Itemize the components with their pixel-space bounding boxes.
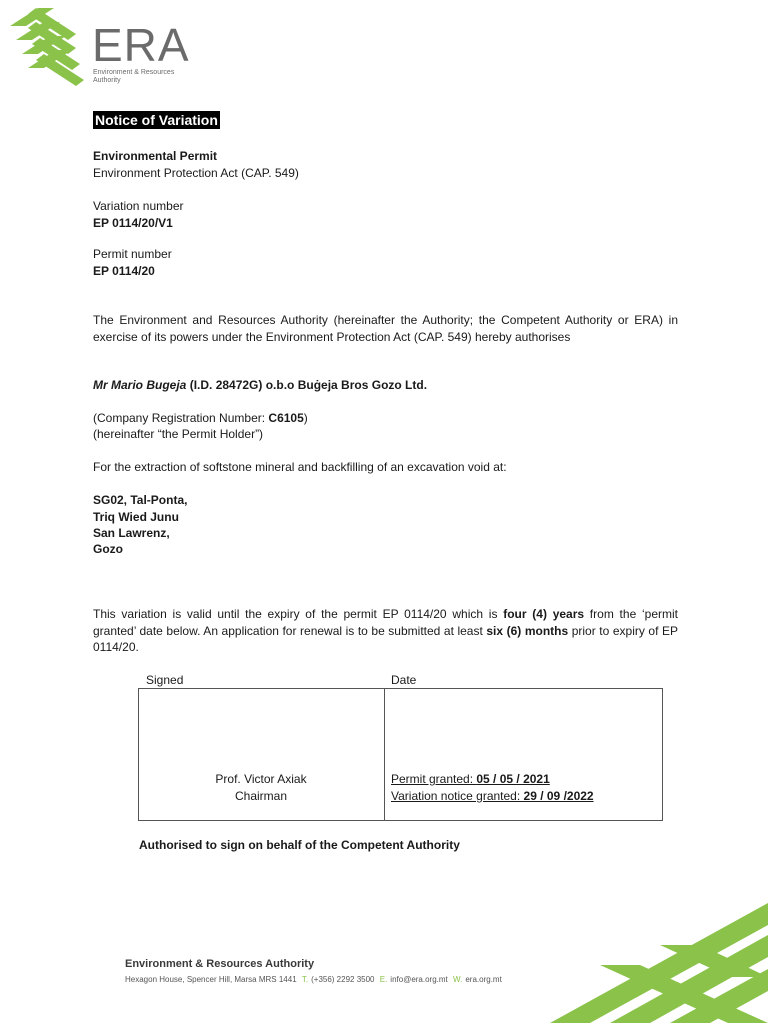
- authorised-statement: Authorised to sign on behalf of the Competent Authority: [139, 838, 460, 852]
- permit-granted-date: Permit granted: 05 / 05 / 2021: [391, 772, 550, 786]
- location-line: SG02, Tal-Ponta,: [93, 493, 188, 507]
- date-header: Date: [391, 673, 417, 687]
- variation-granted-date: Variation notice granted: 29 / 09 /2022: [391, 789, 594, 803]
- footer-org-name: Environment & Resources Authority: [125, 958, 315, 970]
- permit-act: Environment Protection Act (CAP. 549): [93, 166, 299, 180]
- company-registration: (Company Registration Number: C6105): [93, 411, 308, 425]
- permit-holder: [93, 377, 678, 394]
- variation-number-label: Variation number: [93, 199, 184, 213]
- signed-header: Signed: [146, 673, 184, 687]
- era-logo-icon: [10, 4, 92, 86]
- footer-website: era.org.mt: [465, 975, 502, 984]
- signatory-role: Chairman: [234, 789, 288, 803]
- signatory-name: Prof. Victor Axiak: [215, 772, 307, 786]
- logo-subtitle: Environment & Resources Authority: [93, 69, 175, 84]
- footer-contact: Hexagon House, Spencer Hill, Marsa MRS 1441 T. (+356) 2292 3500 E. info@era.org.mt W. era.org.mt: [125, 975, 502, 984]
- footer-email: info@era.org.mt: [390, 975, 448, 984]
- location-line: Gozo: [93, 542, 123, 556]
- footer-stripes-graphic: [540, 895, 768, 1023]
- location-line: Triq Wied Junu: [93, 510, 179, 524]
- logo-text: ERA: [92, 19, 190, 71]
- permit-type-heading: Environmental Permit: [93, 149, 218, 163]
- hereinafter-note: (hereinafter “the Permit Holder”): [93, 427, 264, 441]
- page-title: Notice of Variation: [95, 112, 218, 128]
- table-divider: [384, 688, 385, 821]
- location-line: San Lawrenz,: [93, 526, 170, 540]
- variation-number-value: EP 0114/20/V1: [93, 216, 173, 230]
- holder-name: Mr Mario Bugeja: [93, 378, 187, 392]
- validity-paragraph: This variation is valid until the expiry of the permit EP 0114/20 which is four (4) years from the ‘permit granted’ date below. An application for renewal is to be submitted at least six (6) months prior to expiry of EP 0114/20.: [93, 607, 678, 654]
- permit-number-value: EP 0114/20: [93, 264, 155, 278]
- intro-paragraph: The Environment and Resources Authority (hereinafter the Authority; the Competent Authority or ERA) in exercise of its powers under the Environment Protection Act (CAP. 549) hereby authorises: [93, 313, 678, 344]
- holder-details: (I.D. 28472G) o.b.o Buġeja Bros Gozo Ltd.: [186, 378, 428, 392]
- registration-number: C6105: [268, 411, 304, 425]
- permit-number-label: Permit number: [93, 247, 172, 261]
- purpose-text: For the extraction of softstone mineral and backfilling of an excavation void at:: [93, 460, 507, 474]
